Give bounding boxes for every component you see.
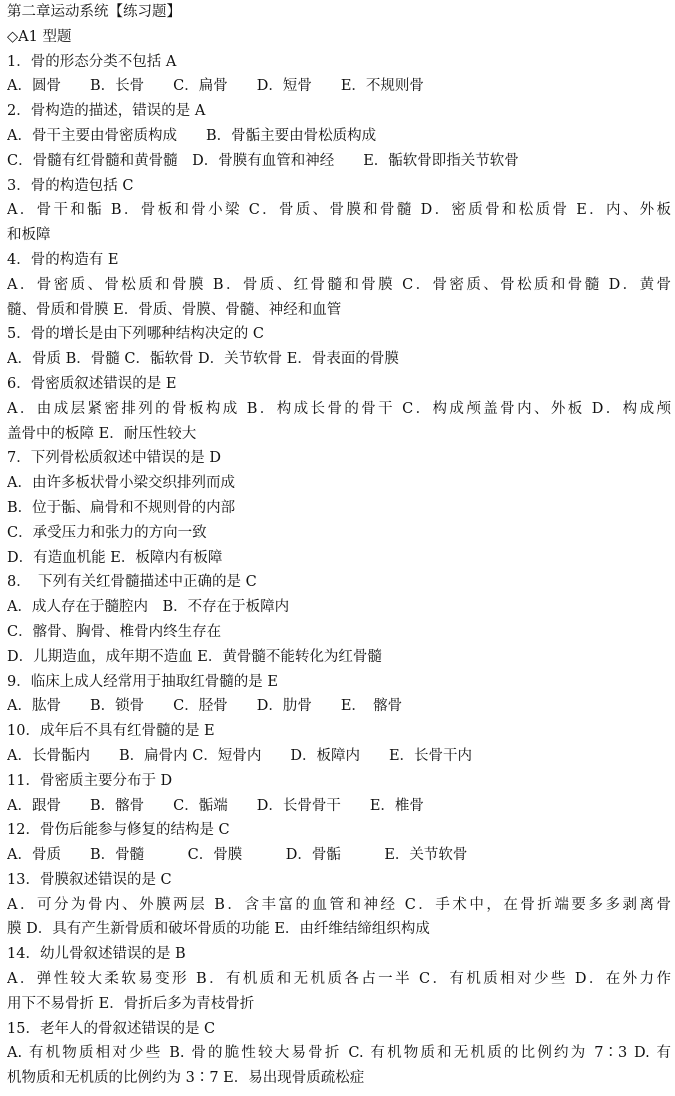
- text-line: A．由许多板状骨小梁交织排列而成: [7, 475, 235, 492]
- text-line: 8． 下列有关红骨髓描述中正确的是 C: [7, 574, 257, 591]
- text-line: A．骨密质、骨松质和骨膜 B．骨质、红骨髓和骨膜 C．骨密质、骨松质和骨髓 D．黄骨: [7, 276, 671, 293]
- text-line: 6．骨密质叙述错误的是 E: [7, 375, 177, 392]
- text-line: A．成人存在于髓腔内 B．不存在于板障内: [7, 599, 290, 616]
- text-line: 11．骨密质主要分布于 D: [7, 772, 173, 789]
- text-line: 髓、骨质和骨膜 E．骨质、骨膜、骨髓、神经和血管: [7, 301, 342, 318]
- exercise-document: [7, 0, 671, 1091]
- text-line: 2．骨构造的描述，错误的是 A: [7, 103, 206, 120]
- text-line: 用下不易骨折 E．骨折后多为青枝骨折: [7, 995, 255, 1012]
- text-line: A．骨干和骺 B．骨板和骨小梁 C．骨质、骨膜和骨髓 D．密质骨和松质骨 E．内、外板: [7, 202, 671, 219]
- chapter-title: 第二章运动系统【练习题】: [7, 4, 181, 20]
- text-line: A．骨质 B．骨髓 C．骺软骨 D．关节软骨 E．骨表面的骨膜: [7, 351, 399, 368]
- text-line: A．骨干主要由骨密质构成 B．骨骺主要由骨松质构成: [7, 127, 377, 144]
- text-line: C．骨髓有红骨髓和黄骨髓 D．骨膜有血管和神经 E．骺软骨即指关节软骨: [7, 152, 519, 169]
- text-line: A．由成层紧密排列的骨板构成 B．构成长骨的骨干 C．构成颅盖骨内、外板 D．构成颅: [7, 400, 671, 417]
- text-line: A．跟骨 B．髂骨 C．骺端 D．长骨骨干 E．椎骨: [7, 797, 424, 814]
- text-line: 4．骨的构造有 E: [7, 251, 119, 268]
- text-line: B．位于骺、扁骨和不规则骨的内部: [7, 499, 236, 516]
- text-line: 5．骨的增长是由下列哪种结构决定的 C: [7, 326, 264, 343]
- text-line: A. 有机物质相对少些 B. 骨的脆性较大易骨折 C. 有机物质和无机质的比例约为 7∶3 D. 有: [7, 1045, 671, 1062]
- text-line: 14．幼儿骨叙述错误的是 B: [7, 946, 186, 963]
- text-line: A．长骨骺内 B．扁骨内 C．短骨内 D．板障内 E．长骨干内: [7, 747, 473, 764]
- text-line: 13．骨膜叙述错误的是 C: [7, 871, 172, 888]
- text-line: D．有造血机能 E．板障内有板障: [7, 549, 223, 566]
- text-line: D．儿期造血，成年期不造血 E．黄骨髓不能转化为红骨髓: [7, 648, 382, 665]
- text-line: 1．骨的形态分类不包括 A: [7, 53, 177, 70]
- text-line: 盖骨中的板障 E．耐压性较大: [7, 425, 197, 442]
- text-line: 机物质和无机质的比例约为 3∶7 E．易出现骨质疏松症: [7, 1070, 365, 1087]
- text-line: 10．成年后不具有红骨髓的是 E: [7, 723, 215, 740]
- text-line: A．弹性较大柔软易变形 B．有机质和无机质各占一半 C．有机质相对少些 D．在外力作: [7, 971, 671, 988]
- text-line: 7．下列骨松质叙述中错误的是 D: [7, 450, 221, 467]
- text-line: 15．老年人的骨叙述错误的是 C: [7, 1020, 216, 1037]
- text-line: A．骨质 B．骨髓 C．骨膜 D．骨骺 E．关节软骨: [7, 847, 468, 864]
- text-line: 和板障: [7, 227, 51, 244]
- text-line: A．可分为骨内、外膜两层 B．含丰富的血管和神经 C．手术中，在骨折端要多多剥离骨: [7, 896, 671, 913]
- text-line: 膜 D．具有产生新骨质和破坏骨质的功能 E．由纤维结缔组织构成: [7, 921, 430, 938]
- text-line: A．肱骨 B．锁骨 C．胫骨 D．肋骨 E． 髂骨: [7, 698, 403, 715]
- text-line: 9．临床上成人经常用于抽取红骨髓的是 E: [7, 673, 278, 690]
- text-line: C．承受压力和张力的方向一致: [7, 524, 207, 541]
- section-heading: ◇A1 型题: [7, 28, 72, 45]
- text-line: C．髂骨、胸骨、椎骨内终生存在: [7, 623, 222, 640]
- text-line: 3．骨的构造包括 C: [7, 177, 134, 194]
- text-line: A．圆骨 B．长骨 C．扁骨 D．短骨 E．不规则骨: [7, 78, 424, 95]
- text-line: 12．骨伤后能参与修复的结构是 C: [7, 822, 230, 839]
